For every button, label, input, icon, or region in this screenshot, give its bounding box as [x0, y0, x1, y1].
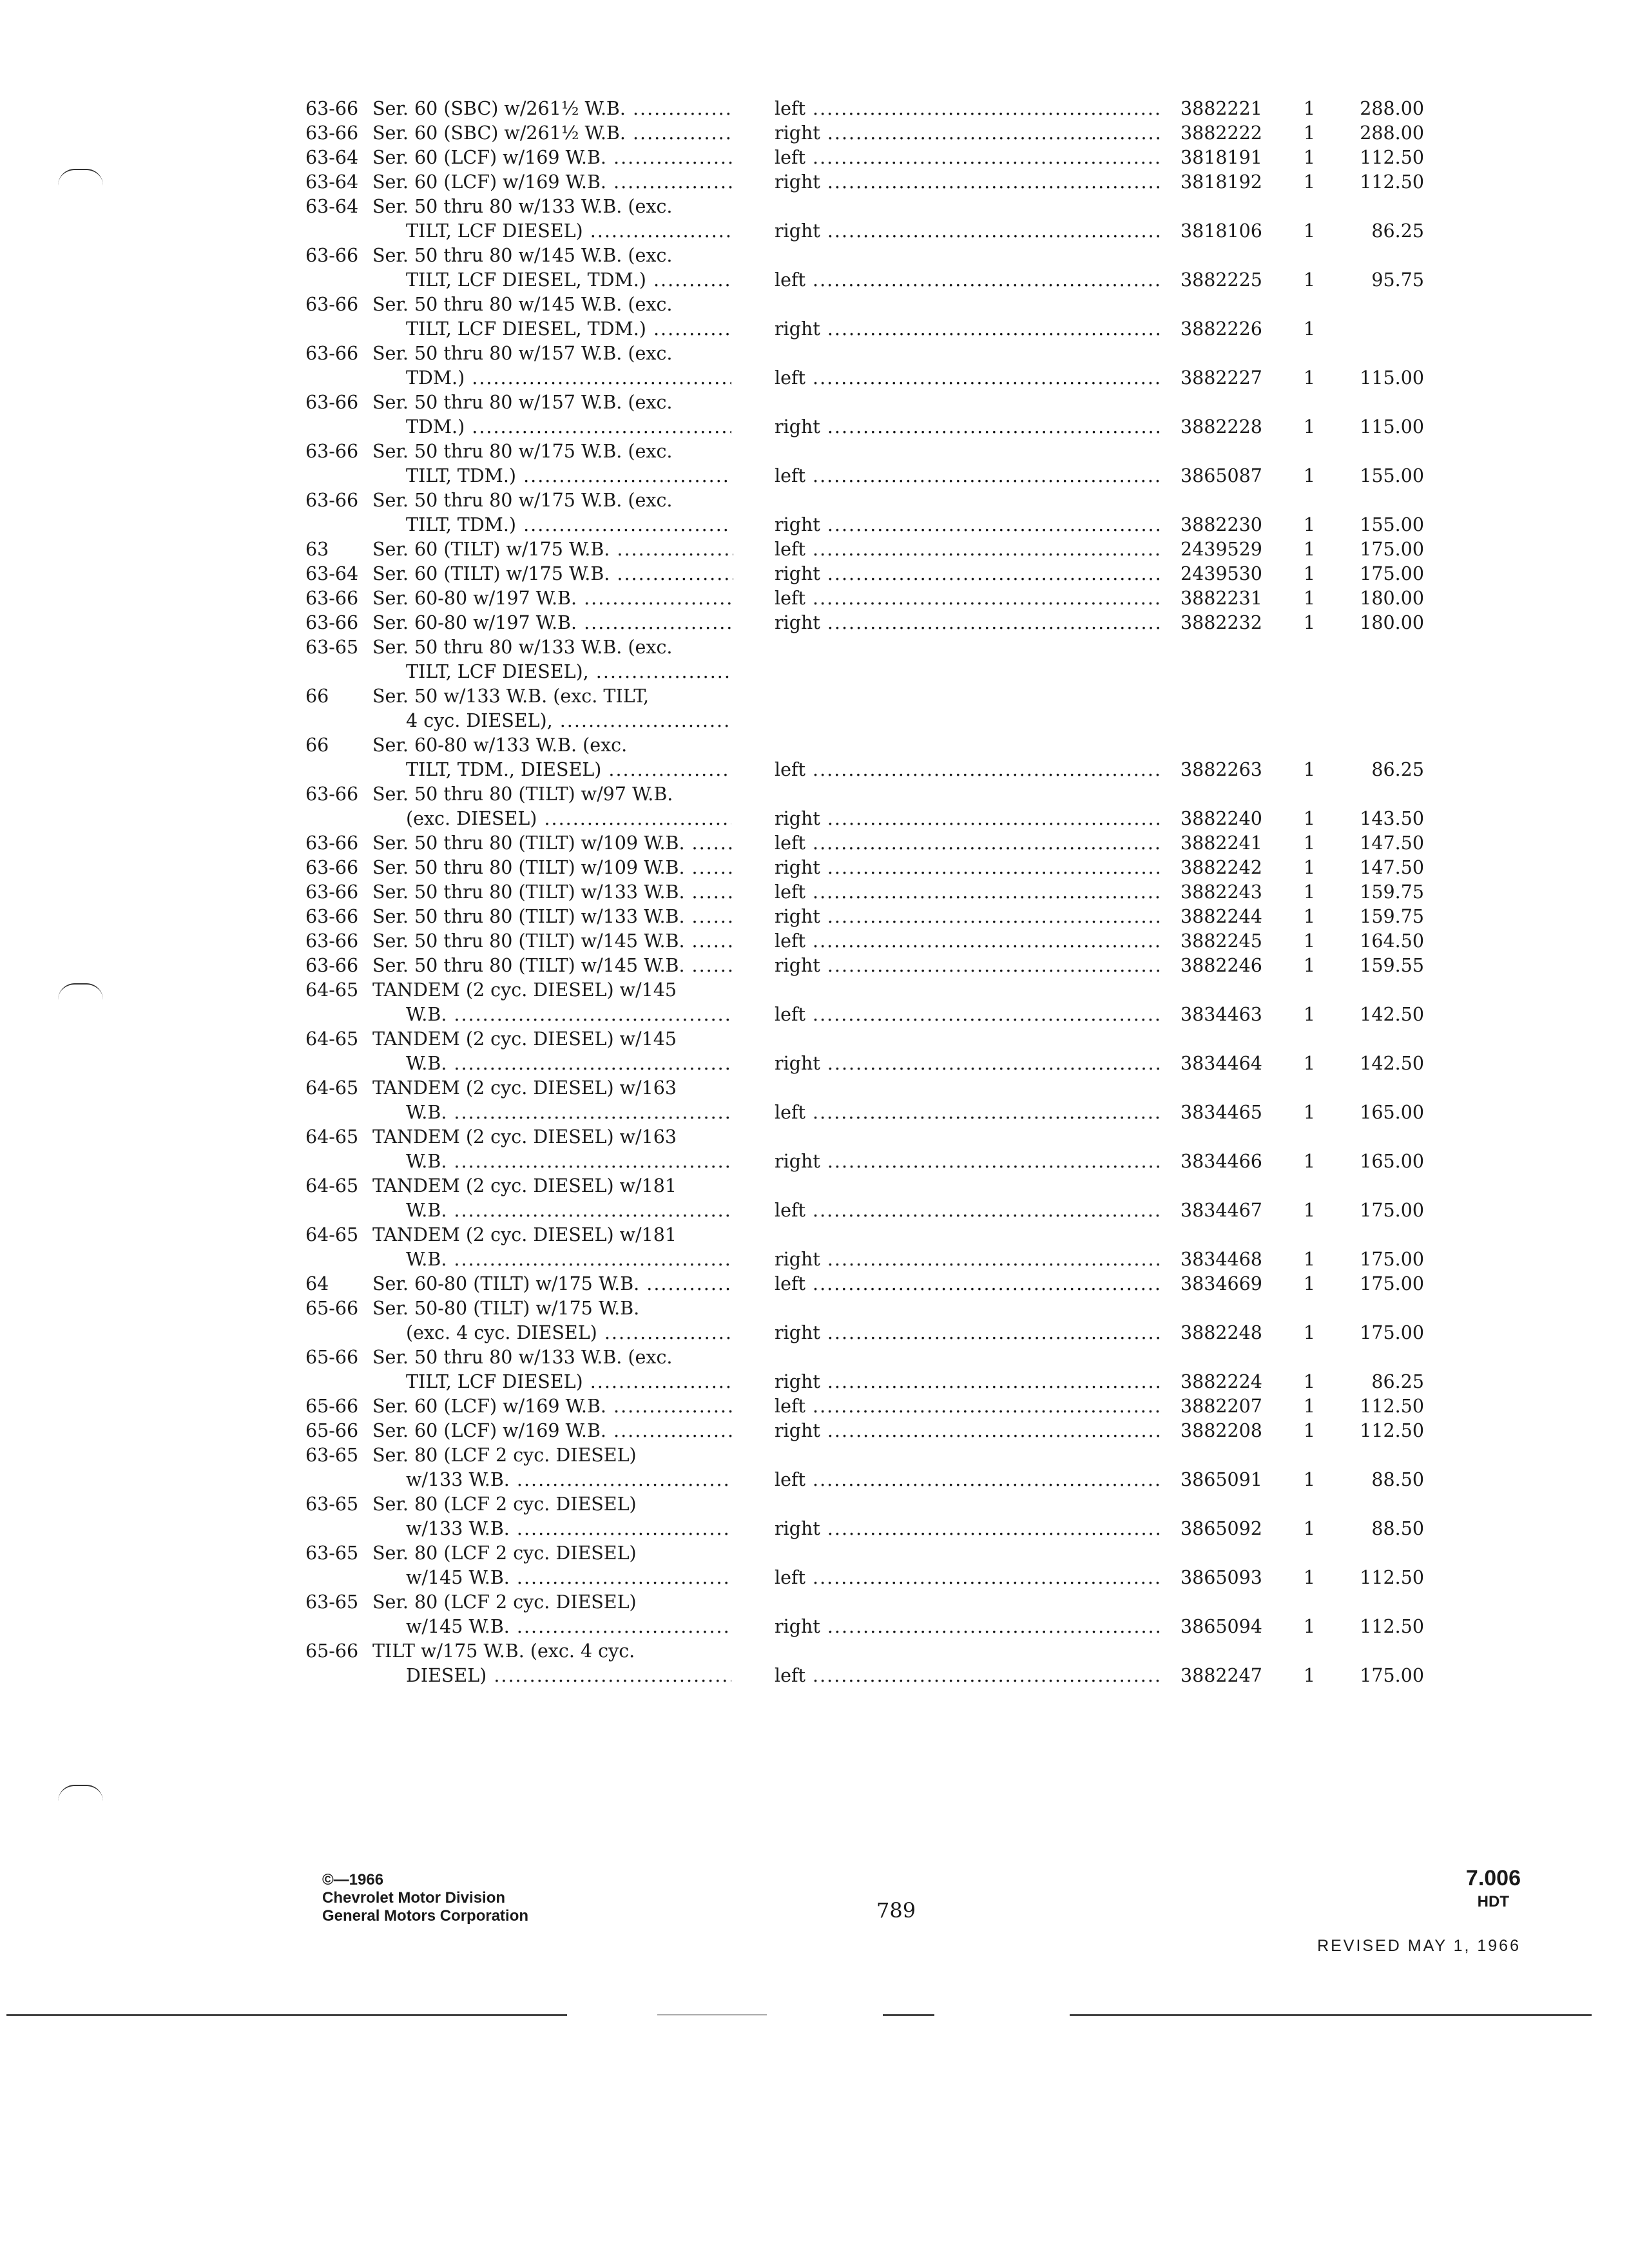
price: 180.00 [1360, 588, 1424, 609]
model-years: 63-66 [305, 881, 359, 903]
quantity: 1 [1303, 1616, 1316, 1637]
model-years: 64-65 [305, 1224, 359, 1245]
description-continued: W.B. ..... [406, 1052, 731, 1076]
description: Ser. 50 thru 80 w/133 W.B. (exc. [372, 1347, 673, 1368]
price: 147.50 [1360, 857, 1424, 878]
price: 159.75 [1360, 881, 1424, 903]
price: 175.00 [1360, 1200, 1424, 1221]
description: Ser. 50 thru 80 (TILT) w/133 W.B. ..... [372, 880, 733, 905]
price: 142.50 [1360, 1004, 1424, 1025]
quantity: 1 [1303, 808, 1316, 829]
price: 88.50 [1371, 1469, 1424, 1490]
part-number: 3882208 [1181, 1420, 1262, 1441]
description: Ser. 80 (LCF 2 cyc. DIESEL) [372, 1494, 637, 1515]
description-continued: 4 cyc. DIESEL), ..... [406, 709, 731, 733]
model-years: 64-65 [305, 1077, 359, 1099]
quantity: 1 [1303, 269, 1316, 291]
price: 112.50 [1360, 1616, 1424, 1637]
quantity: 1 [1303, 1102, 1316, 1123]
model-years: 65-66 [305, 1298, 359, 1319]
part-number: 3865091 [1181, 1469, 1262, 1490]
quantity: 1 [1303, 1249, 1316, 1270]
description-continued: W.B. ..... [406, 1198, 731, 1223]
quantity: 1 [1303, 759, 1316, 780]
part-number: 3834463 [1181, 1004, 1262, 1025]
part-number: 3882227 [1181, 367, 1262, 389]
description: Ser. 50 thru 80 w/133 W.B. (exc. [372, 196, 673, 217]
description-continued: TDM.) ..... [406, 415, 731, 439]
side: left ..... [775, 758, 1161, 782]
description-continued: W.B. ..... [406, 1003, 731, 1027]
quantity: 1 [1303, 1567, 1316, 1588]
revision-date: REVISED MAY 1, 1966 [1317, 1937, 1521, 1955]
price: 86.25 [1371, 1371, 1424, 1392]
part-number: 3882246 [1181, 955, 1262, 976]
model-years: 63-66 [305, 857, 359, 878]
side: right ..... [775, 317, 1161, 341]
part-number: 3865087 [1181, 465, 1262, 486]
part-number: 3882247 [1181, 1665, 1262, 1686]
price: 112.50 [1360, 1567, 1424, 1588]
side: left ..... [775, 1272, 1161, 1296]
description: TANDEM (2 cyc. DIESEL) w/163 [372, 1077, 677, 1099]
quantity: 1 [1303, 220, 1316, 242]
description: TANDEM (2 cyc. DIESEL) w/181 [372, 1224, 677, 1245]
description-continued: TILT, LCF DIESEL, TDM.) ..... [406, 317, 731, 341]
price: 155.00 [1360, 465, 1424, 486]
side: left ..... [775, 1394, 1161, 1419]
price: 180.00 [1360, 612, 1424, 633]
description-continued: TILT, TDM., DIESEL) ..... [406, 758, 731, 782]
model-years: 64-65 [305, 1175, 359, 1196]
side: left ..... [775, 831, 1161, 856]
quantity: 1 [1303, 955, 1316, 976]
description: Ser. 50 thru 80 (TILT) w/109 W.B. ..... [372, 856, 733, 880]
model-years: 64-65 [305, 1028, 359, 1050]
quantity: 1 [1303, 98, 1316, 119]
quantity: 1 [1303, 1200, 1316, 1221]
part-number: 3882221 [1181, 98, 1262, 119]
quantity: 1 [1303, 832, 1316, 854]
description: Ser. 50 thru 80 (TILT) w/145 W.B. ..... [372, 929, 733, 954]
model-years: 63-66 [305, 930, 359, 952]
description-continued: w/133 W.B. ..... [406, 1517, 731, 1541]
part-number: 3818106 [1181, 220, 1262, 242]
side: right ..... [775, 170, 1161, 195]
price: 143.50 [1360, 808, 1424, 829]
quantity: 1 [1303, 1396, 1316, 1417]
part-number: 3834669 [1181, 1273, 1262, 1294]
description: Ser. 60 (TILT) w/175 W.B. ..... [372, 562, 733, 586]
side: right ..... [775, 905, 1161, 929]
quantity: 1 [1303, 1665, 1316, 1686]
side: right ..... [775, 1321, 1161, 1345]
description: Ser. 80 (LCF 2 cyc. DIESEL) [372, 1445, 637, 1466]
part-number: 3882228 [1181, 416, 1262, 437]
description-continued: TILT, LCF DIESEL) ..... [406, 219, 731, 244]
price: 112.50 [1360, 1396, 1424, 1417]
description: Ser. 60 (LCF) w/169 W.B. ..... [372, 1419, 733, 1443]
price: 175.00 [1360, 563, 1424, 584]
quantity: 1 [1303, 416, 1316, 437]
part-number: 3882225 [1181, 269, 1262, 291]
side: left ..... [775, 1198, 1161, 1223]
price: 86.25 [1371, 220, 1424, 242]
description-continued: (exc. DIESEL) ..... [406, 807, 731, 831]
quantity: 1 [1303, 367, 1316, 389]
price: 115.00 [1360, 367, 1424, 389]
model-years: 63-64 [305, 563, 359, 584]
side: right ..... [775, 954, 1161, 978]
side: right ..... [775, 1615, 1161, 1639]
part-number: 2439529 [1181, 539, 1262, 560]
price: 95.75 [1371, 269, 1424, 291]
price: 175.00 [1360, 1273, 1424, 1294]
model-years: 63 [305, 539, 329, 560]
quantity: 1 [1303, 318, 1316, 340]
price: 112.50 [1360, 147, 1424, 168]
side: left ..... [775, 586, 1161, 611]
part-number: 3882232 [1181, 612, 1262, 633]
part-number: 3882244 [1181, 906, 1262, 927]
side: right ..... [775, 856, 1161, 880]
description: Ser. 50 thru 80 w/157 W.B. (exc. [372, 392, 673, 413]
description: Ser. 50-80 (TILT) w/175 W.B. [372, 1298, 640, 1319]
price: 159.75 [1360, 906, 1424, 927]
description: Ser. 50 thru 80 w/133 W.B. (exc. [372, 637, 673, 658]
description: TANDEM (2 cyc. DIESEL) w/181 [372, 1175, 677, 1196]
model-years: 63-66 [305, 906, 359, 927]
bottom-rule [657, 2014, 767, 2015]
price: 164.50 [1360, 930, 1424, 952]
division-name: Chevrolet Motor Division [322, 1889, 506, 1907]
section-code: HDT [1477, 1893, 1509, 1910]
copyright-block [322, 1871, 528, 1925]
price: 112.50 [1360, 171, 1424, 193]
model-years: 65-66 [305, 1396, 359, 1417]
description: Ser. 50 w/133 W.B. (exc. TILT, [372, 686, 650, 707]
part-number: 3882248 [1181, 1322, 1262, 1343]
model-years: 63-66 [305, 441, 359, 462]
price: 112.50 [1360, 1420, 1424, 1441]
side: right ..... [775, 562, 1161, 586]
quantity: 1 [1303, 1004, 1316, 1025]
side: left ..... [775, 1003, 1161, 1027]
description: Ser. 50 thru 80 w/145 W.B. (exc. [372, 245, 673, 266]
side: left ..... [775, 146, 1161, 170]
price: 288.00 [1360, 122, 1424, 144]
quantity: 1 [1303, 539, 1316, 560]
bottom-rule [883, 2014, 934, 2016]
quantity: 1 [1303, 1322, 1316, 1343]
quantity: 1 [1303, 612, 1316, 633]
copyright-year: ©—1966 [322, 1871, 384, 1888]
side: right ..... [775, 1247, 1161, 1272]
side: right ..... [775, 1149, 1161, 1174]
description: Ser. 50 thru 80 (TILT) w/97 W.B. [372, 783, 673, 805]
quantity: 1 [1303, 930, 1316, 952]
model-years: 65-66 [305, 1347, 359, 1368]
model-years: 63-66 [305, 832, 359, 854]
model-years: 63-65 [305, 1542, 359, 1564]
part-number: 3834466 [1181, 1151, 1262, 1172]
part-number: 3882222 [1181, 122, 1262, 144]
price: 147.50 [1360, 832, 1424, 854]
model-years: 63-64 [305, 147, 359, 168]
part-number: 3865093 [1181, 1567, 1262, 1588]
price: 288.00 [1360, 98, 1424, 119]
model-years: 63-66 [305, 392, 359, 413]
model-years: 63-66 [305, 245, 359, 266]
part-number: 3882226 [1181, 318, 1262, 340]
part-number: 3865092 [1181, 1518, 1262, 1539]
side: left ..... [775, 1664, 1161, 1688]
description: Ser. 50 thru 80 (TILT) w/133 W.B. ..... [372, 905, 733, 929]
side: left ..... [775, 1566, 1161, 1590]
description: Ser. 50 thru 80 w/145 W.B. (exc. [372, 294, 673, 315]
side: left ..... [775, 929, 1161, 954]
model-years: 63-66 [305, 98, 359, 119]
description-continued: (exc. 4 cyc. DIESEL) ..... [406, 1321, 731, 1345]
description: Ser. 50 thru 80 w/175 W.B. (exc. [372, 441, 673, 462]
model-years: 66 [305, 686, 329, 707]
quantity: 1 [1303, 147, 1316, 168]
part-number: 3882242 [1181, 857, 1262, 878]
model-years: 63-66 [305, 343, 359, 364]
model-years: 64-65 [305, 979, 359, 1001]
description-continued: W.B. ..... [406, 1149, 731, 1174]
side: right ..... [775, 611, 1161, 635]
quantity: 1 [1303, 1469, 1316, 1490]
price: 155.00 [1360, 514, 1424, 535]
description-continued: TILT, TDM.) ..... [406, 513, 731, 537]
part-number: 3834464 [1181, 1053, 1262, 1074]
description-continued: TILT, TDM.) ..... [406, 464, 731, 488]
side: left ..... [775, 268, 1161, 293]
part-number: 3818192 [1181, 171, 1262, 193]
quantity: 1 [1303, 563, 1316, 584]
model-years: 63-66 [305, 612, 359, 633]
margin-mark [58, 1785, 103, 1802]
model-years: 63-66 [305, 588, 359, 609]
description: Ser. 80 (LCF 2 cyc. DIESEL) [372, 1542, 637, 1564]
part-number: 3882241 [1181, 832, 1262, 854]
part-number: 3882243 [1181, 881, 1262, 903]
description-continued: W.B. ..... [406, 1100, 731, 1125]
description: TANDEM (2 cyc. DIESEL) w/145 [372, 1028, 677, 1050]
quantity: 1 [1303, 122, 1316, 144]
part-number: 2439530 [1181, 563, 1262, 584]
description: Ser. 60 (SBC) w/261½ W.B. ..... [372, 97, 733, 121]
model-years: 63-65 [305, 637, 359, 658]
description: Ser. 60-80 w/133 W.B. (exc. [372, 735, 628, 756]
side: right ..... [775, 1052, 1161, 1076]
description: Ser. 80 (LCF 2 cyc. DIESEL) [372, 1591, 637, 1613]
part-number: 3882240 [1181, 808, 1262, 829]
side: right ..... [775, 1419, 1161, 1443]
description: Ser. 50 thru 80 w/175 W.B. (exc. [372, 490, 673, 511]
part-number: 3882230 [1181, 514, 1262, 535]
description: TANDEM (2 cyc. DIESEL) w/163 [372, 1126, 677, 1148]
model-years: 65-66 [305, 1640, 359, 1662]
side: left ..... [775, 97, 1161, 121]
part-number: 3882263 [1181, 759, 1262, 780]
description: Ser. 60-80 w/197 W.B. ..... [372, 611, 733, 635]
corporation-name: General Motors Corporation [322, 1907, 529, 1925]
model-years: 63-64 [305, 171, 359, 193]
price: 175.00 [1360, 1665, 1424, 1686]
quantity: 1 [1303, 1273, 1316, 1294]
description: Ser. 60 (LCF) w/169 W.B. ..... [372, 146, 733, 170]
model-years: 66 [305, 735, 329, 756]
model-years: 63-66 [305, 783, 359, 805]
side: left ..... [775, 464, 1161, 488]
model-years: 63-65 [305, 1494, 359, 1515]
model-years: 63-66 [305, 122, 359, 144]
quantity: 1 [1303, 465, 1316, 486]
part-number: 3882231 [1181, 588, 1262, 609]
section-number: 7.006 [1465, 1866, 1521, 1890]
description: Ser. 60-80 w/197 W.B. ..... [372, 586, 733, 611]
side: left ..... [775, 1468, 1161, 1492]
quantity: 1 [1303, 171, 1316, 193]
quantity: 1 [1303, 1420, 1316, 1441]
bottom-rule [1070, 2014, 1592, 2016]
price: 115.00 [1360, 416, 1424, 437]
quantity: 1 [1303, 1371, 1316, 1392]
description: Ser. 50 thru 80 (TILT) w/109 W.B. ..... [372, 831, 733, 856]
price: 175.00 [1360, 1249, 1424, 1270]
description-continued: W.B. ..... [406, 1247, 731, 1272]
description-continued: DIESEL) ..... [406, 1664, 731, 1688]
description-continued: TDM.) ..... [406, 366, 731, 390]
part-number: 3882207 [1181, 1396, 1262, 1417]
quantity: 1 [1303, 1151, 1316, 1172]
part-number: 3865094 [1181, 1616, 1262, 1637]
description-continued: TILT, LCF DIESEL) ..... [406, 1370, 731, 1394]
quantity: 1 [1303, 1518, 1316, 1539]
model-years: 64 [305, 1273, 329, 1294]
price: 159.55 [1360, 955, 1424, 976]
side: right ..... [775, 219, 1161, 244]
description-continued: w/133 W.B. ..... [406, 1468, 731, 1492]
price: 175.00 [1360, 539, 1424, 560]
price: 165.00 [1360, 1102, 1424, 1123]
price: 142.50 [1360, 1053, 1424, 1074]
side: right ..... [775, 1517, 1161, 1541]
quantity: 1 [1303, 906, 1316, 927]
side: right ..... [775, 513, 1161, 537]
page-number: 789 [876, 1898, 916, 1923]
side: left ..... [775, 366, 1161, 390]
description: TANDEM (2 cyc. DIESEL) w/145 [372, 979, 677, 1001]
model-years: 65-66 [305, 1420, 359, 1441]
description: Ser. 60-80 (TILT) w/175 W.B. ..... [372, 1272, 733, 1296]
quantity: 1 [1303, 514, 1316, 535]
side: right ..... [775, 1370, 1161, 1394]
side: right ..... [775, 415, 1161, 439]
description: Ser. 60 (SBC) w/261½ W.B. ..... [372, 121, 733, 146]
description-continued: w/145 W.B. ..... [406, 1615, 731, 1639]
part-number: 3834468 [1181, 1249, 1262, 1270]
model-years: 63-66 [305, 294, 359, 315]
quantity: 1 [1303, 1053, 1316, 1074]
model-years: 63-65 [305, 1445, 359, 1466]
description: Ser. 60 (LCF) w/169 W.B. ..... [372, 1394, 733, 1419]
quantity: 1 [1303, 881, 1316, 903]
quantity: 1 [1303, 588, 1316, 609]
description-continued: TILT, LCF DIESEL, TDM.) ..... [406, 268, 731, 293]
side: right ..... [775, 121, 1161, 146]
model-years: 64-65 [305, 1126, 359, 1148]
part-number: 3834467 [1181, 1200, 1262, 1221]
price: 165.00 [1360, 1151, 1424, 1172]
part-number: 3834465 [1181, 1102, 1262, 1123]
description-continued: w/145 W.B. ..... [406, 1566, 731, 1590]
description: TILT w/175 W.B. (exc. 4 cyc. [372, 1640, 635, 1662]
model-years: 63-64 [305, 196, 359, 217]
side: right ..... [775, 807, 1161, 831]
price: 88.50 [1371, 1518, 1424, 1539]
model-years: 63-65 [305, 1591, 359, 1613]
price: 175.00 [1360, 1322, 1424, 1343]
price: 86.25 [1371, 759, 1424, 780]
description: Ser. 60 (TILT) w/175 W.B. ..... [372, 537, 733, 562]
description: Ser. 50 thru 80 w/157 W.B. (exc. [372, 343, 673, 364]
model-years: 63-66 [305, 490, 359, 511]
model-years: 63-66 [305, 955, 359, 976]
bottom-rule [6, 2014, 567, 2016]
quantity: 1 [1303, 857, 1316, 878]
side: left ..... [775, 1100, 1161, 1125]
part-number: 3882245 [1181, 930, 1262, 952]
side: left ..... [775, 880, 1161, 905]
description: Ser. 50 thru 80 (TILT) w/145 W.B. ..... [372, 954, 733, 978]
side: left ..... [775, 537, 1161, 562]
description-continued: TILT, LCF DIESEL), ..... [406, 660, 731, 684]
part-number: 3818191 [1181, 147, 1262, 168]
description: Ser. 60 (LCF) w/169 W.B. ..... [372, 170, 733, 195]
part-number: 3882224 [1181, 1371, 1262, 1392]
